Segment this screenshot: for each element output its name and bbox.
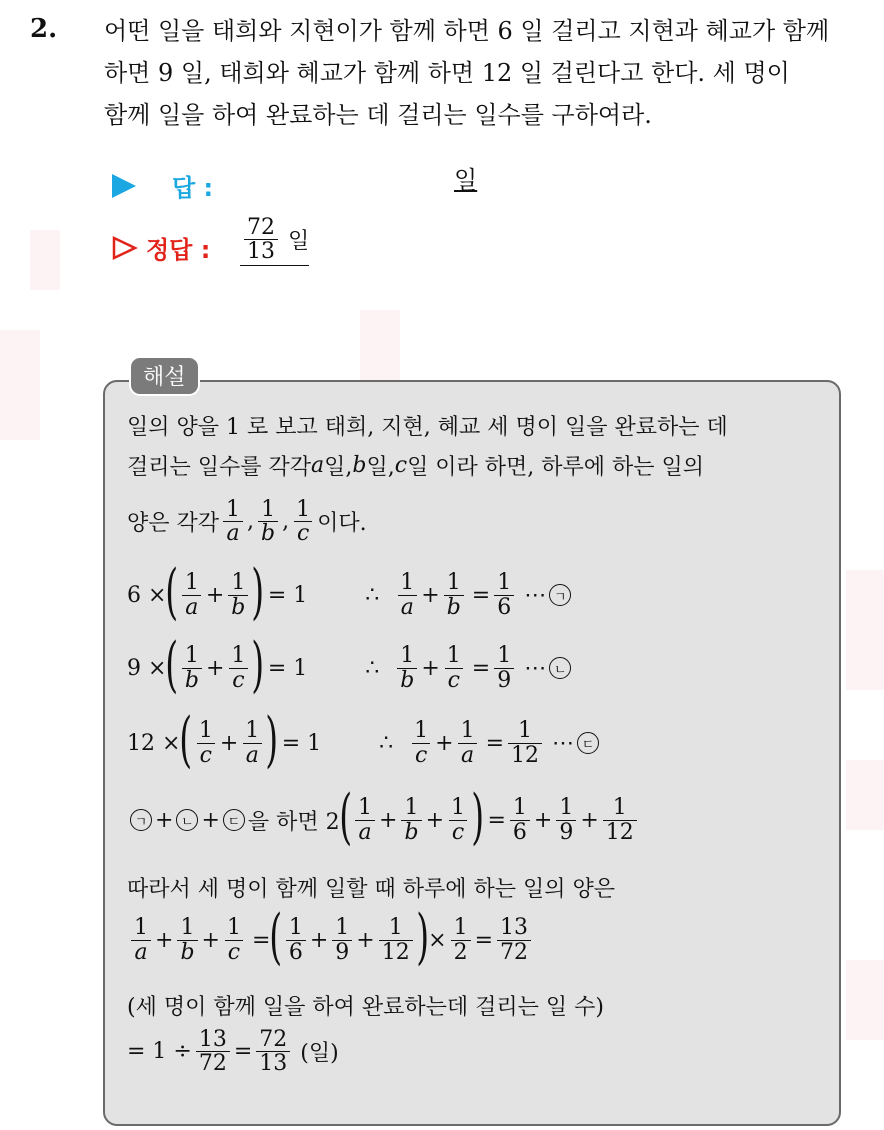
circled-1: ㄱ [549,584,571,606]
var-a: a [311,453,325,478]
equation-2: 9 × ( $\frac{1}{b}$ + $\frac{1}{c}$ ) = 1 ∴ $\frac{1}{b}$ + $\frac{1}{c}$ = $\frac{1}{9}$ ⋯ ㄴ [127,638,574,698]
solution-text: 걸리는 일수를 각각 [127,455,312,480]
numerator: 72 [247,215,275,240]
circled-2: ㄴ [549,657,571,679]
solution-text: 일, [366,455,395,480]
solution-line-then [127,872,615,903]
correct-fraction [244,216,278,263]
solution-text: 따라서 세 명이 함께 일할 때 하루에 하는 일의 양은 [127,877,615,902]
correct-answer-label: 정답 : [146,236,211,264]
equation-3: 12 × ( $\frac{1}{c}$ + $\frac{1}{a}$ ) = 1 ∴ $\frac{1}{c}$ + $\frac{1}{a}$ = $\frac{1}{12}$ ⋯ ㄷ [127,713,602,773]
var-c: c [394,453,408,478]
solution-line-days [127,990,604,1021]
answer-row [112,168,213,203]
answer-label: 답 : [172,174,214,202]
equation-1: 6 × ( $\frac{1}{a}$ + $\frac{1}{b}$ ) = 1 ∴ $\frac{1}{a}$ + $\frac{1}{b}$ = $\frac{1}{6}$ ⋯ ㄱ [127,565,574,625]
equation-total: $\frac{1}{a}$ + $\frac{1}{b}$ + $\frac{1}{c}$ = ( $\frac{1}{6}$ + $\frac{1}{9}$ + $\frac{1}{12}$ ) × $\frac{1}{2}$ = $\frac{13}{72}$ [127,910,535,970]
outline-triangle-icon [112,236,138,260]
question-number: 2. [30,14,58,44]
question-line: 함께 일을 하여 완료하는 데 걸리는 일수를 구하여라. [104,101,652,129]
solution-line-3: 양은 각각 $\frac{1}{a}$ , $\frac{1}{b}$ , $\frac{1}{c}$ 이다. [127,497,367,547]
question-line: 하면 9 일, 태희와 혜교가 함께 하면 12 일 걸린다고 한다. 세 명이 [104,59,790,87]
solution-line-2 [127,450,704,481]
solution-text: 일, [324,455,353,480]
solution-text: 양은 각각 [127,511,220,537]
correct-answer-row [112,230,210,265]
solution-text: 일 이라 하면, 하루에 하는 일의 [407,455,705,480]
circled-1: ㄱ [130,809,152,831]
equation-final: = 1 ÷ $\frac{13}{72}$ = $\frac{72}{13}$ (일) [127,1027,339,1077]
circled-3: ㄷ [223,809,245,831]
circled-3: ㄷ [577,732,599,754]
correct-answer-value [240,216,309,266]
var-b: b [352,453,367,478]
equation-sum: ㄱ + ㄴ + ㄷ 을 하면 2 ( $\frac{1}{a}$ + $\frac{1}{b}$ + $\frac{1}{c}$ ) = $\frac{1}{6}$ + $\frac{1}{9}$ + $\frac{1}{12}$ [127,790,641,850]
circled-2: ㄴ [176,809,198,831]
filled-triangle-icon [112,174,136,198]
solution-text: 이다. [317,511,367,537]
denominator: 13 [244,239,278,263]
solution-text: 일의 양을 1 로 보고 태희, 지현, 혜교 세 명이 일을 완료하는 데 [127,415,728,440]
solution-tag: 해설 [129,356,200,396]
correct-unit: 일 [288,229,310,255]
question-text [104,10,864,136]
solution-box [103,380,841,1126]
solution-text: (세 명이 함께 일을 하여 완료하는데 걸리는 일 수) [127,995,604,1020]
question-line: 어떤 일을 태희와 지현이가 함께 하면 6 일 걸리고 지현과 혜교가 함께 [104,17,830,45]
solution-line-1 [127,410,728,441]
answer-unit: 일 [454,166,478,194]
